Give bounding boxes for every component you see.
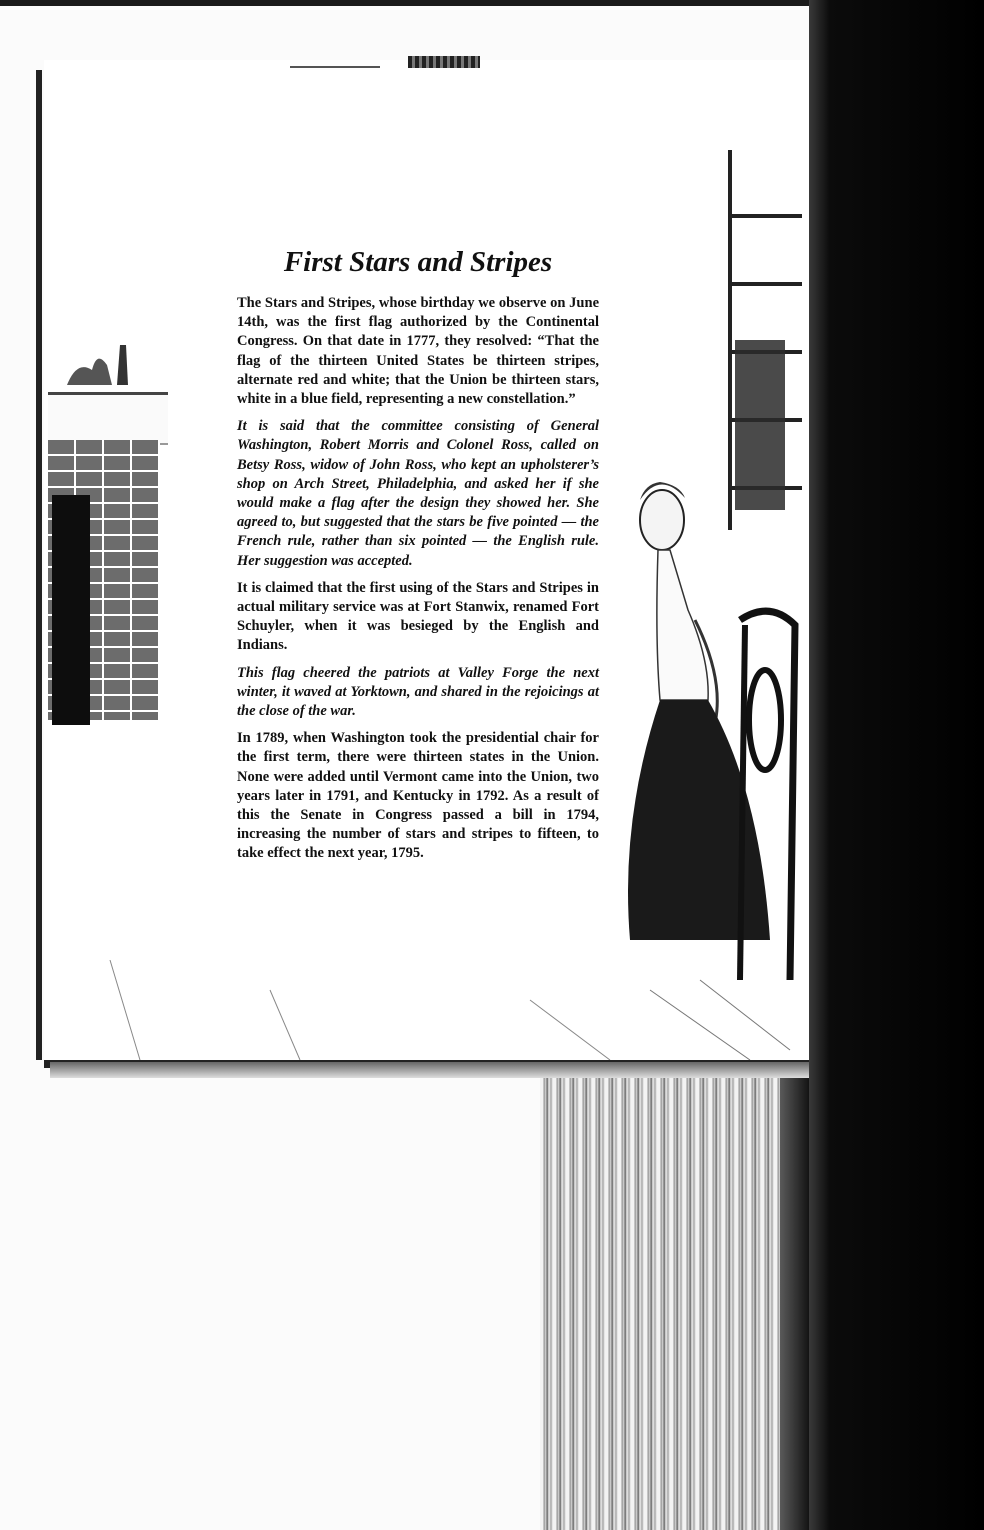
- article-paragraph: It is claimed that the first using of the Stars and Stripes in actual military service was at Fort Stanwix, renamed Fort Schuyler, when it was besieged by the English and Indians.: [237, 579, 599, 654]
- top-rule: [290, 66, 380, 68]
- scan-lower-shadow: [780, 1060, 810, 1530]
- scan-streaks: [540, 1060, 810, 1530]
- top-ornament: [408, 56, 480, 68]
- article-paragraph: This flag cheered the patriots at Valley Forge the next winter, it waved at Yorktown, and shared in the rejoicings at the close of the war.: [237, 664, 599, 720]
- fireplace-opening: [52, 495, 90, 725]
- article-paragraph: The Stars and Stripes, whose birthday we observe on June 14th, was the first flag authorized by the Continental Congress. On that date in 1777, they resolved: “That the flag of the thirteen United States be thirteen stripes, alternate red and white; that the Union be thirteen stars, white in a blue field, representing a new constellation.”: [237, 295, 599, 408]
- book-left-edge: [36, 70, 42, 1060]
- article-body: [237, 244, 599, 872]
- article-title: First Stars and Stripes: [283, 246, 553, 278]
- scanner-right-edge: [809, 0, 984, 1530]
- book-bottom-shadow: [50, 1062, 810, 1078]
- article-paragraph: It is said that the committee consisting of General Washington, Robert Morris and Colonel Ross, called on Betsy Ross, widow of John Ross, who kept an upholsterer’s shop on Arch Street, Philadelphia, and asked her if she would make a flag after the design they showed her. She agreed to, but suggested that the stars be five pointed — the French rule, rather than six pointed — the English rule. Her suggestion was accepted.: [237, 418, 599, 569]
- mantel-vase-illustration: [62, 330, 132, 390]
- woman-seated-illustration: [600, 460, 810, 1000]
- article-paragraph: In 1789, when Washington took the presidential chair for the first term, there were thirteen states in the Union. None were added until Vermont came into the Union, two years later in 1791, and Kentucky in 1792. As a result of this the Senate in Congress passed a bill in 1794, increasing the number of stars and stripes to fifteen, to take effect the next year, 1795.: [237, 730, 599, 862]
- floorboards-illustration: [50, 960, 810, 1060]
- mantel-shelf: [48, 392, 168, 445]
